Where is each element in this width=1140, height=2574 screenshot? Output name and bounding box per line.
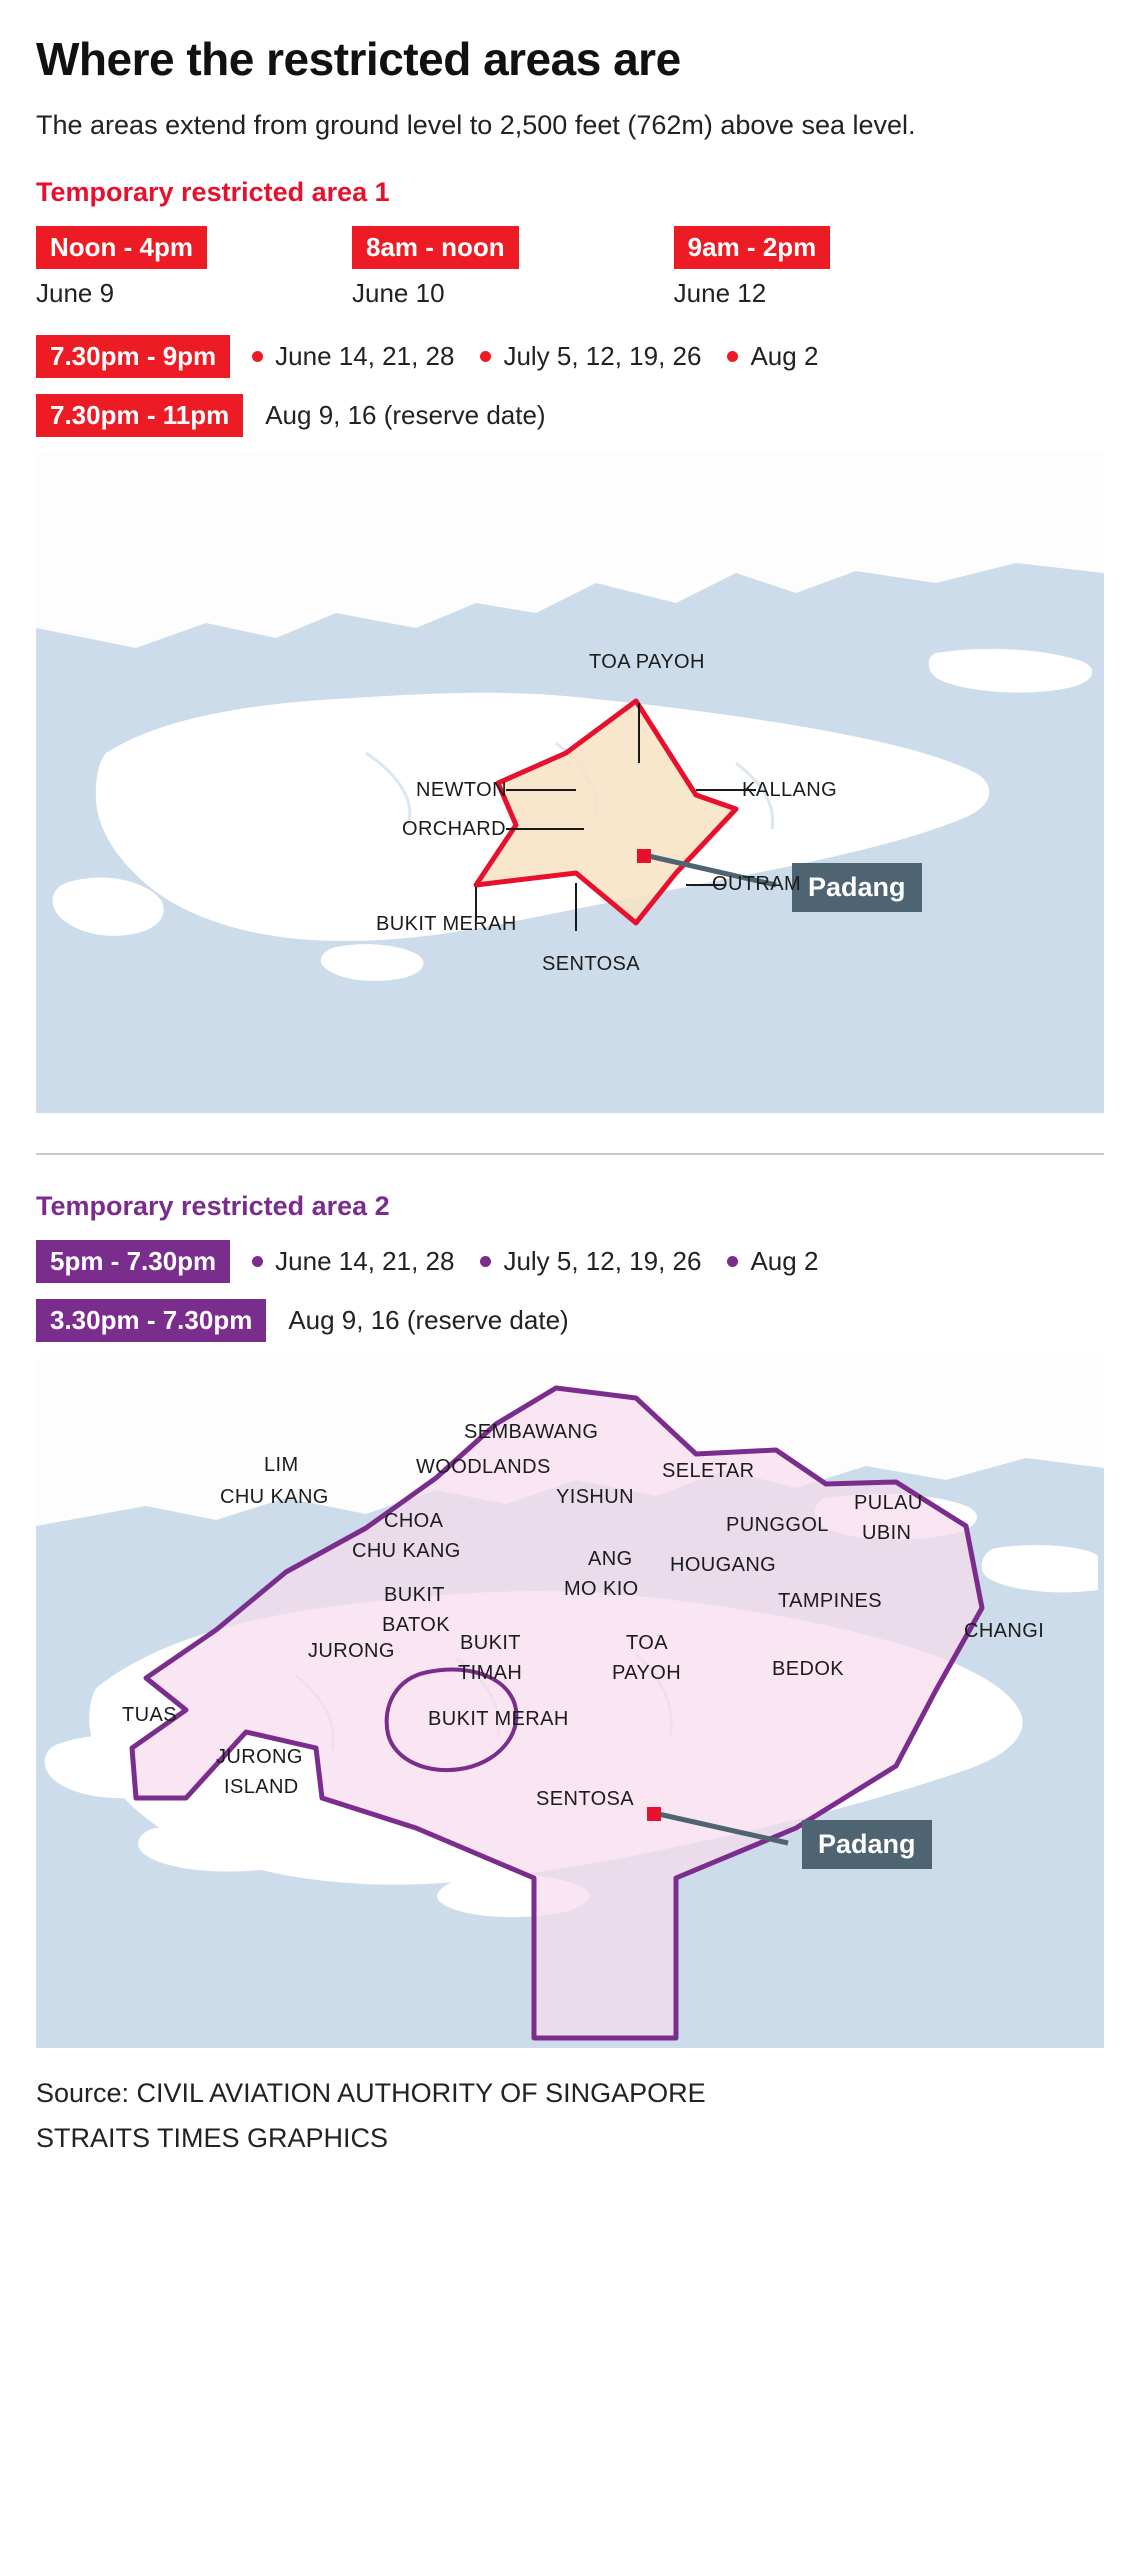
date-text: June 14, 21, 28 [275, 1246, 455, 1277]
source-line: Source: CIVIL AVIATION AUTHORITY OF SINGAPORE [36, 2078, 706, 2109]
map-label-toa-payoh: TOA PAYOH [589, 651, 705, 674]
page-subtitle: The areas extend from ground level to 2,500 feet (762m) above sea level. [36, 109, 916, 140]
date-group [252, 341, 454, 372]
slot-date: June 12 [673, 278, 767, 309]
date-text: July 5, 12, 19, 26 [503, 1246, 702, 1277]
map-label-bukit-2: BUKIT [460, 1632, 521, 1655]
map-label-pulau: PULAU [854, 1492, 923, 1515]
map-label-jurong-2: JURONG [216, 1746, 303, 1769]
area1-reserve-note: Aug 9, 16 (reserve date) [265, 400, 546, 431]
date-text: July 5, 12, 19, 26 [503, 341, 702, 372]
area2-heading: Temporary restricted area 2 [36, 1191, 390, 1222]
bullet-dot-icon [480, 1256, 491, 1267]
map-label-newton: NEWTON [416, 779, 507, 802]
bullet-dot-icon [252, 351, 263, 362]
map-label-timah: TIMAH [458, 1662, 523, 1685]
date-group [480, 1246, 701, 1277]
map-label-hougang: HOUGANG [670, 1554, 777, 1577]
area2-reserve-note: Aug 9, 16 (reserve date) [288, 1305, 569, 1336]
area2-map [36, 1358, 1104, 2048]
time-chip: 8am - noon [352, 226, 519, 269]
map-label-punggol: PUNGGOL [726, 1514, 829, 1537]
map-label-chu-kang: CHU KANG [220, 1486, 329, 1509]
area1-slot-1 [36, 226, 207, 309]
map-label-lim: LIM [264, 1454, 299, 1477]
date-text: June 14, 21, 28 [275, 341, 455, 372]
date-group [727, 1246, 818, 1277]
map-label-ang: ANG [588, 1548, 633, 1571]
map-label-choa: CHOA [384, 1510, 444, 1533]
map-label-changi: CHANGI [964, 1620, 1045, 1643]
section-divider [36, 1153, 1104, 1155]
credit-line: STRAITS TIMES GRAPHICS [36, 2123, 389, 2154]
map-label-payoh: PAYOH [612, 1662, 682, 1685]
map-label-orchard: ORCHARD [402, 818, 506, 841]
map-label-sembawang: SEMBAWANG [464, 1421, 599, 1444]
map-label-jurong: JURONG [308, 1640, 395, 1663]
slot-date: June 9 [36, 278, 115, 309]
date-group [480, 341, 701, 372]
map-label-bukit-merah: BUKIT MERAH [428, 1708, 569, 1731]
slot-date: June 10 [352, 278, 445, 309]
area1-evening-row [36, 335, 1104, 378]
time-chip: Noon - 4pm [36, 226, 207, 269]
map-label-bukit: BUKIT [384, 1584, 445, 1607]
spacer [519, 226, 674, 309]
area2-evening-row [36, 1240, 1104, 1283]
area1-heading: Temporary restricted area 1 [36, 177, 390, 208]
bullet-dot-icon [727, 351, 738, 362]
map-label-batok: BATOK [382, 1614, 450, 1637]
area2-evening-dates [252, 1246, 844, 1277]
time-chip: 5pm - 7.30pm [36, 1240, 230, 1283]
map-label-toa: TOA [626, 1632, 668, 1655]
area1-evening-dates [252, 341, 844, 372]
area2-reserve-row [36, 1299, 1104, 1342]
map-label-tampines: TAMPINES [778, 1590, 882, 1613]
padang-callout: Padang [802, 1820, 932, 1869]
page-title: Where the restricted areas are [36, 33, 681, 85]
map-label-woodlands: WOODLANDS [416, 1456, 551, 1479]
date-group [727, 341, 818, 372]
padang-marker [647, 1807, 661, 1821]
map-label-kallang: KALLANG [742, 779, 838, 802]
padang-callout: Padang [792, 863, 922, 912]
bullet-dot-icon [252, 1256, 263, 1267]
date-text: Aug 2 [750, 1246, 819, 1277]
area1-slot-3 [674, 226, 831, 309]
map-label-sentosa: SENTOSA [542, 953, 641, 976]
time-chip: 7.30pm - 9pm [36, 335, 230, 378]
area2-map-graphic [36, 1358, 1104, 2048]
date-group [252, 1246, 454, 1277]
map-label-chu-kang-2: CHU KANG [352, 1540, 461, 1563]
area1-slot-2 [352, 226, 519, 309]
map-label-sentosa-2: SENTOSA [536, 1788, 635, 1811]
spacer [207, 226, 352, 309]
padang-marker [637, 849, 651, 863]
map-label-outram: OUTRAM [712, 873, 802, 896]
time-chip: 3.30pm - 7.30pm [36, 1299, 266, 1342]
time-chip: 7.30pm - 11pm [36, 394, 243, 437]
map-label-ubin: UBIN [862, 1522, 912, 1545]
map-label-bedok: BEDOK [772, 1658, 845, 1681]
map-label-mo-kio: MO KIO [564, 1578, 639, 1601]
map-label-tuas: TUAS [122, 1704, 177, 1727]
area1-timeslot-row [36, 226, 1104, 309]
map-label-bukit-merah: BUKIT MERAH [376, 913, 517, 936]
map-label-island: ISLAND [224, 1776, 299, 1799]
bullet-dot-icon [480, 351, 491, 362]
map-label-yishun: YISHUN [556, 1486, 634, 1509]
area1-map [36, 453, 1104, 1113]
map-label-seletar: SELETAR [662, 1460, 755, 1483]
bullet-dot-icon [727, 1256, 738, 1267]
area1-map-graphic [36, 453, 1104, 1113]
date-text: Aug 2 [750, 341, 819, 372]
area1-reserve-row [36, 394, 1104, 437]
time-chip: 9am - 2pm [674, 226, 831, 269]
